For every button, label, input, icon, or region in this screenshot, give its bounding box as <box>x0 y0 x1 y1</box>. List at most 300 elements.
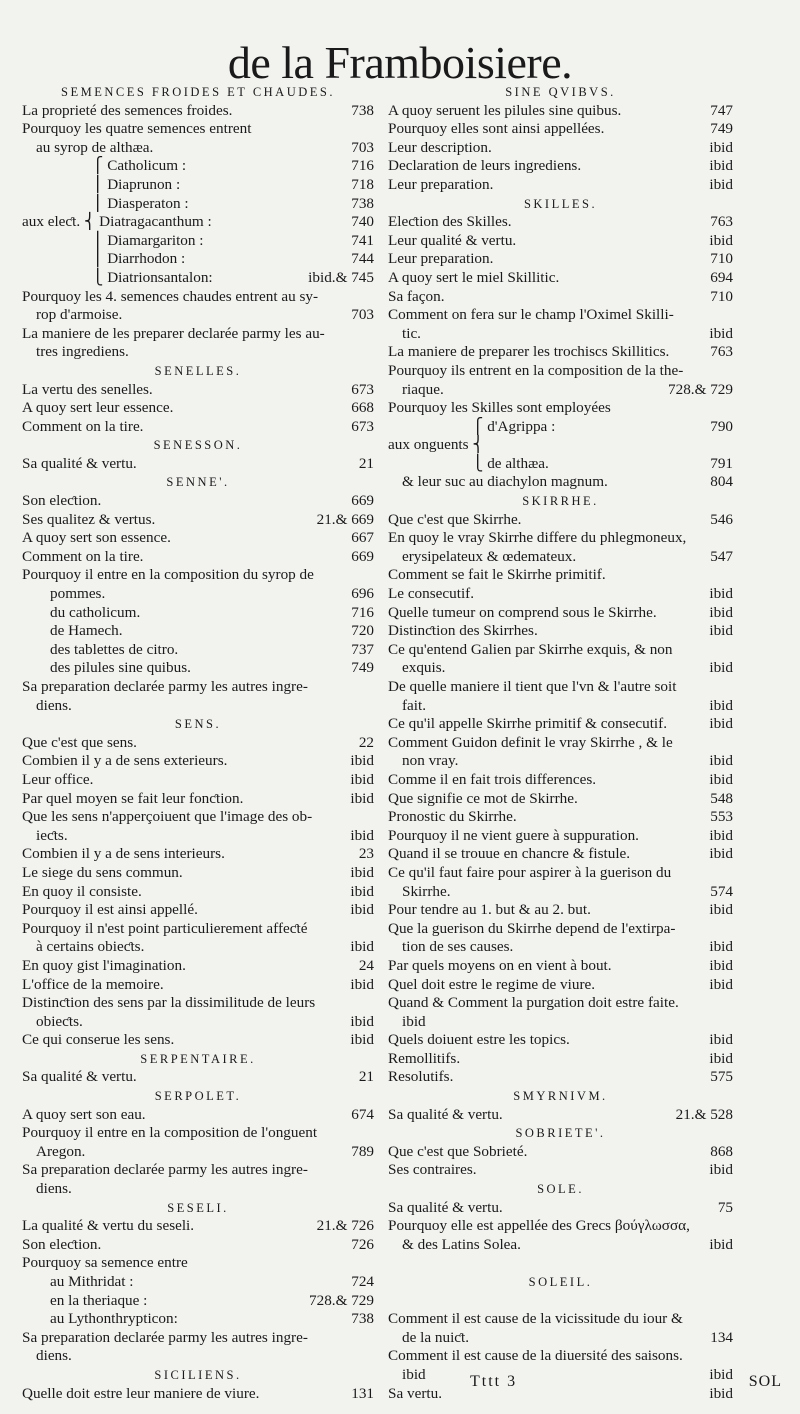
section-heading <box>22 473 374 492</box>
index-entry <box>22 1068 374 1087</box>
index-entry <box>388 808 733 827</box>
entry-text: Sa preparation declarée parmy les autres ingre- <box>22 1328 308 1346</box>
index-entry <box>388 511 733 530</box>
entry-text: ibid <box>402 1365 426 1383</box>
entry-text: tion de ses causes. <box>402 938 514 956</box>
entry-text: A quoy sert son eau. <box>22 1105 146 1123</box>
index-entry <box>22 864 374 883</box>
page-ref: 22 <box>358 733 374 751</box>
page-ref: 669 <box>351 492 374 510</box>
index-entry <box>388 622 733 641</box>
page-ref: 574 <box>710 882 733 900</box>
page-ref: ibid <box>350 1012 374 1030</box>
page-ref: ibid <box>709 622 733 640</box>
index-entry <box>22 1273 374 1292</box>
page-ref: 673 <box>351 380 374 398</box>
running-title: de la Framboisiere. <box>227 37 573 88</box>
page-ref: ibid <box>709 324 733 342</box>
entry-text: non vray. <box>402 752 459 770</box>
index-entry <box>22 548 374 567</box>
index-entry <box>22 938 374 957</box>
entry-text: Quels doiuent estre les topics. <box>388 1031 570 1049</box>
entry-text: Quelle tumeur on comprend sous le Skirrhe. <box>388 603 657 621</box>
page-ref: 75 <box>717 1198 733 1216</box>
page-ref: 703 <box>351 138 374 156</box>
page-ref: 738 <box>351 101 374 119</box>
index-entry <box>388 473 733 492</box>
entry-text: SKILLES. <box>523 196 598 211</box>
entry-text: SESELI. <box>167 1200 229 1215</box>
index-entry <box>388 455 733 474</box>
section-heading <box>22 362 374 381</box>
index-entry <box>22 120 374 139</box>
entry-text: La vertu des senelles. <box>22 380 153 398</box>
entry-text: tic. <box>402 324 421 342</box>
entry-text: à certains obieƈts. <box>36 938 145 956</box>
page-ref: ibid <box>350 975 374 993</box>
index-entry <box>22 381 374 400</box>
index-entry <box>22 734 374 753</box>
page-ref: ibid.& 745 <box>308 268 374 286</box>
entry-text: Comment il est cause de la diuersité des saisons. <box>388 1347 683 1365</box>
entry-text: Pourquoy les quatre semences entrent <box>22 120 252 138</box>
page-ref: 749 <box>710 120 733 138</box>
entry-text: de Hamech. <box>50 622 123 640</box>
entry-text: exquis. <box>402 659 446 677</box>
index-entry <box>22 1254 374 1273</box>
catchword: SOL <box>748 1373 782 1390</box>
page-ref: ibid <box>709 826 733 844</box>
index-entry <box>22 492 374 511</box>
page-ref: ibid <box>709 770 733 788</box>
index-entry <box>388 325 733 344</box>
page-ref: 789 <box>351 1142 374 1160</box>
page-ref: ibid <box>350 863 374 881</box>
index-entry <box>388 1199 733 1218</box>
page-ref: 741 <box>351 231 374 249</box>
index-entry <box>22 1347 374 1366</box>
index-entry <box>22 232 374 251</box>
index-entry <box>22 994 374 1013</box>
page-ref: ibid <box>709 956 733 974</box>
entry-text: Sa preparation declarée parmy les autres ingre- <box>22 1161 308 1179</box>
page-ref: 21.& 726 <box>316 1217 374 1235</box>
page-ref: ibid <box>709 845 733 863</box>
index-entry <box>388 659 733 678</box>
section-heading <box>388 195 733 214</box>
entry-text: & leur suc au diachylon magnum. <box>402 473 608 491</box>
entry-text: Son eleƈtion. <box>22 492 102 510</box>
entry-text: Skirrhe. <box>402 882 451 900</box>
section-heading <box>22 1087 374 1106</box>
entry-text: Sa qualité & vertu. <box>388 1198 503 1216</box>
section-heading <box>388 1087 733 1106</box>
index-entry <box>388 157 733 176</box>
index-entry <box>22 102 374 121</box>
entry-text: du catholicum. <box>50 603 141 621</box>
index-entry <box>388 827 733 846</box>
page-ref: ibid <box>350 882 374 900</box>
entry-text: Que c'est que Sobrieté. <box>388 1142 528 1160</box>
page-ref: ibid <box>709 659 733 677</box>
entry-text: Combien il y a de sens exterieurs. <box>22 752 228 770</box>
index-entry <box>388 771 733 790</box>
index-entry <box>388 418 733 437</box>
page-ref: ibid <box>350 770 374 788</box>
page-ref: 131 <box>351 1384 374 1402</box>
entry-text: Le consecutif. <box>388 585 475 603</box>
entry-text: Que c'est que Skirrhe. <box>388 510 522 528</box>
page-ref: 23 <box>358 845 374 863</box>
entry-text: Pourquoy elle est appellée des Grecs βούγλωσσα, <box>388 1217 690 1235</box>
entry-text: La maniere de preparer les trochiscs Skillitics. <box>388 343 670 361</box>
page-ref: 575 <box>710 1068 733 1086</box>
page-ref: 547 <box>710 547 733 565</box>
index-entry <box>22 678 374 697</box>
entry-text: ⎩ de althæa. <box>472 454 549 472</box>
index-entry <box>388 920 733 939</box>
entry-text: ⎩ Diatrionsantalon: <box>92 268 213 286</box>
page-ref: ibid <box>350 938 374 956</box>
page-ref: 738 <box>351 194 374 212</box>
page-ref: 728.& 729 <box>668 380 733 398</box>
entry-text: Ce qui conserue les sens. <box>22 1031 175 1049</box>
entry-text: ⎪ Diaprunon : <box>92 175 181 193</box>
section-heading <box>388 1124 733 1143</box>
section-heading <box>22 1199 374 1218</box>
entry-text: Sa vertu. <box>388 1384 442 1402</box>
entry-text: SOLEIL. <box>528 1275 593 1289</box>
entry-text: Leur description. <box>388 138 492 156</box>
page-ref: 696 <box>351 585 374 603</box>
section-heading <box>22 1366 374 1385</box>
entry-text: Sa qualité & vertu. <box>22 1068 137 1086</box>
index-entry <box>388 845 733 864</box>
entry-text: au syrop de althæa. <box>36 138 154 156</box>
index-entry <box>388 269 733 288</box>
index-entry <box>22 1217 374 1236</box>
entry-text: & des Latins Solea. <box>402 1235 521 1253</box>
page-ref: 738 <box>351 1310 374 1328</box>
entry-text: Sa qualité & vertu. <box>22 454 137 472</box>
entry-text: ⎪ Diasperaton : <box>92 194 189 212</box>
section-heading <box>388 1273 733 1292</box>
index-entry <box>22 901 374 920</box>
entry-text: Quand il se trouue en chancre & fistule. <box>388 845 631 863</box>
signature-mark: Tttt 3 <box>470 1373 518 1390</box>
section-heading <box>22 436 374 455</box>
entry-text: SINE QVIBVS. <box>505 85 616 99</box>
index-entry <box>388 343 733 362</box>
page-ref: 667 <box>351 529 374 547</box>
entry-text: ⎪ Diarrhodon : <box>92 250 186 268</box>
entry-text: des tablettes de citro. <box>50 640 179 658</box>
index-entry <box>388 1106 733 1125</box>
index-entry <box>22 213 374 232</box>
page-ref: 694 <box>710 268 733 286</box>
index-entry <box>388 1329 733 1348</box>
index-entry <box>388 102 733 121</box>
index-entry <box>22 1106 374 1125</box>
entry-text: diens. <box>36 1347 72 1365</box>
entry-text: En quoy le vray Skirrhe differe du phlegmoneux, <box>388 529 687 547</box>
index-entry <box>22 1143 374 1162</box>
entry-text: SENNE'. <box>166 475 230 490</box>
index-entry <box>22 957 374 976</box>
entry-text: Leur preparation. <box>388 175 494 193</box>
page-ref: 868 <box>710 1142 733 1160</box>
entry-text: La proprieté des semences froides. <box>22 101 233 119</box>
index-entry <box>22 1031 374 1050</box>
index-entry <box>22 1236 374 1255</box>
index-entry <box>388 585 733 604</box>
entry-text: ibid <box>402 1012 426 1030</box>
index-entry <box>22 827 374 846</box>
index-entry <box>22 1161 374 1180</box>
entry-text: Comment Guidon definit le vray Skirrhe , & le <box>388 733 673 751</box>
entry-text: fait. <box>402 696 427 714</box>
page-ref: ibid <box>709 138 733 156</box>
entry-text: Pourquoy sa semence entre <box>22 1254 188 1272</box>
index-entry <box>388 678 733 697</box>
entry-text: Combien il y a de sens interieurs. <box>22 845 225 863</box>
index-entry <box>388 752 733 771</box>
entry-text: De quelle maniere il tient que l'vn & l'autre soit <box>388 678 677 695</box>
page-ref: ibid <box>709 231 733 249</box>
entry-text: Ses contraires. <box>388 1161 477 1179</box>
entry-text: SOLE. <box>537 1182 584 1197</box>
entry-text: aux onguents ⎨ <box>388 436 484 454</box>
entry-text: ⎪ Diamargariton : <box>92 231 204 249</box>
entry-text: Sa qualité & vertu. <box>388 1105 503 1123</box>
entry-text: Comment on la tire. <box>22 547 144 565</box>
entry-text: Par quels moyens on en vient à bout. <box>388 956 612 974</box>
index-entry <box>22 418 374 437</box>
entry-text: Que c'est que sens. <box>22 733 137 751</box>
page-ref: ibid <box>350 826 374 844</box>
index-entry <box>22 920 374 939</box>
index-entry <box>388 994 733 1013</box>
index-entry <box>22 845 374 864</box>
entry-text: obieƈts. <box>36 1012 83 1030</box>
section-heading <box>22 715 374 734</box>
index-entry <box>22 697 374 716</box>
entry-text: Pourquoy il ne vient guere à suppuration. <box>388 826 639 844</box>
entry-text: Le siege du sens commun. <box>22 863 183 881</box>
index-entry <box>22 566 374 585</box>
section-heading <box>388 83 733 102</box>
entry-text: ⎧ Catholicum : <box>92 157 187 175</box>
index-entry <box>388 120 733 139</box>
page-ref: 790 <box>710 417 733 435</box>
page-ref: 720 <box>351 622 374 640</box>
entry-text: Leur qualité & vertu. <box>388 231 517 249</box>
page-ref: 763 <box>710 213 733 231</box>
page-ref: ibid <box>709 1365 733 1383</box>
index-entry <box>22 399 374 418</box>
entry-text: Ses qualitez & vertus. <box>22 510 156 528</box>
index-entry <box>388 381 733 400</box>
page-ref: 716 <box>351 603 374 621</box>
entry-text: SENS. <box>174 717 222 732</box>
index-entry <box>22 659 374 678</box>
index-entry <box>388 901 733 920</box>
index-entry <box>388 883 733 902</box>
entry-text: Pourquoy les 4. semences chaudes entrent au sy- <box>22 287 319 305</box>
entry-text: Comme il en fait trois differences. <box>388 770 597 788</box>
section-heading <box>22 1050 374 1069</box>
entry-text: Par quel moyen se fait leur fonƈtion. <box>22 789 244 807</box>
entry-text: Comment il est cause de la vicissitude du iour & <box>388 1310 683 1328</box>
index-entry <box>22 343 374 362</box>
page-ref: 724 <box>351 1273 374 1290</box>
entry-text: SOBRIETE'. <box>515 1126 606 1141</box>
entry-text: Pourquoy elles sont ainsi appellées. <box>388 120 605 138</box>
page-ref: ibid <box>709 1161 733 1179</box>
index-entry <box>22 790 374 809</box>
entry-text: Pourquoy les Skilles sont employées <box>388 399 611 417</box>
index-entry <box>388 1161 733 1180</box>
entry-text: Pourquoy il est ainsi appellé. <box>22 901 198 919</box>
index-entry <box>22 585 374 604</box>
page-ref: ibid <box>709 175 733 193</box>
index-entry <box>22 250 374 269</box>
section-heading <box>388 492 733 511</box>
page-ref: 674 <box>351 1105 374 1123</box>
index-entry <box>388 566 733 585</box>
index-entry <box>22 752 374 771</box>
index-entry <box>22 883 374 902</box>
entry-text: Que signifie ce mot de Skirrhe. <box>388 789 578 807</box>
entry-text: riaque. <box>402 380 444 398</box>
page-ref: ibid <box>709 715 733 733</box>
index-entry <box>388 938 733 957</box>
entry-text: au Lythonthrypticon: <box>50 1310 178 1328</box>
page-ref: ibid <box>709 1049 733 1067</box>
index-entry <box>388 864 733 883</box>
page-ref: 548 <box>710 789 733 807</box>
page-ref: 668 <box>351 399 374 417</box>
entry-text: Ce qu'il appelle Skirrhe primitif & consecutif. <box>388 715 667 733</box>
entry-text: de la nuiƈt. <box>402 1328 470 1346</box>
index-entry <box>22 1385 374 1404</box>
page-ref: 749 <box>351 659 374 677</box>
page-ref: ibid <box>709 975 733 993</box>
index-entry <box>388 734 733 753</box>
index-entry <box>388 715 733 734</box>
index-entry <box>22 1180 374 1199</box>
page-ref: ibid <box>709 1235 733 1253</box>
index-entry <box>22 808 374 827</box>
page-ref: 791 <box>710 454 733 472</box>
entry-text: Que la guerison du Skirrhe depend de l'extirpa- <box>388 919 676 937</box>
page-ref: 718 <box>351 175 374 193</box>
entry-text: erysipelateux & œdemateux. <box>402 547 577 565</box>
page-ref: 728.& 729 <box>309 1291 374 1309</box>
page-ref: 747 <box>710 101 733 119</box>
index-entry <box>388 399 733 418</box>
entry-text: A quoy sert son essence. <box>22 529 171 547</box>
index-entry <box>22 139 374 158</box>
entry-text: SENESSON. <box>153 438 243 453</box>
index-entry <box>388 436 733 455</box>
entry-text: Leur preparation. <box>388 250 494 268</box>
entry-text: Distinƈtion des Skirrhes. <box>388 622 538 640</box>
page-ref: ibid <box>709 901 733 919</box>
index-entry <box>22 976 374 995</box>
entry-text: Sa preparation declarée parmy les autres ingre- <box>22 678 308 695</box>
index-entry <box>22 1013 374 1032</box>
index-entry <box>22 325 374 344</box>
page-ref: 703 <box>351 306 374 324</box>
entry-text: des pilules sine quibus. <box>50 659 191 677</box>
page-ref: 24 <box>358 956 374 974</box>
index-entry <box>388 1217 733 1236</box>
page-ref: 21 <box>358 454 374 472</box>
index-entry <box>388 213 733 232</box>
index-entry <box>22 157 374 176</box>
page-ref: 21.& 528 <box>675 1105 733 1123</box>
entry-text: Pronostic du Skirrhe. <box>388 808 517 826</box>
page-ref: ibid <box>350 752 374 770</box>
entry-text: Pourquoy il entre en la composition de l'onguent <box>22 1124 318 1142</box>
index-entry <box>388 176 733 195</box>
entry-text: Comment se fait le Skirrhe primitif. <box>388 566 606 584</box>
entry-text: Que les sens n'apperçoiuent que l'image des ob- <box>22 808 313 826</box>
index-entry <box>22 195 374 214</box>
page-ref: 716 <box>351 157 374 175</box>
entry-text: au Mithridat : <box>50 1273 134 1290</box>
index-entry <box>388 1013 733 1032</box>
index-entry <box>388 548 733 567</box>
page-ref: 726 <box>351 1235 374 1253</box>
page-ref: 553 <box>710 808 733 826</box>
index-entry <box>22 176 374 195</box>
entry-text: A quoy seruent les pilules sine quibus. <box>388 101 622 119</box>
right-column <box>388 83 733 1403</box>
index-entry <box>22 306 374 325</box>
entry-text: tres ingrediens. <box>36 343 129 361</box>
index-entry <box>388 957 733 976</box>
page-ref: ibid <box>709 603 733 621</box>
entry-text: Ce qu'entend Galien par Skirrhe exquis, & non <box>388 640 673 658</box>
index-entry <box>388 529 733 548</box>
page-ref: ibid <box>709 1031 733 1049</box>
entry-text: Distinƈtion des sens par la dissimilitude de leurs <box>22 994 316 1012</box>
entry-text: L'office de la memoire. <box>22 975 164 993</box>
page-ref: 804 <box>710 473 733 491</box>
page-ref: 21.& 669 <box>316 510 374 528</box>
index-entry <box>22 1292 374 1311</box>
spacer <box>388 1254 733 1273</box>
index-entry <box>388 641 733 660</box>
section-heading <box>388 1180 733 1199</box>
entry-text: Comment on la tire. <box>22 417 144 435</box>
index-entry <box>388 232 733 251</box>
entry-text: SENELLES. <box>154 363 242 378</box>
index-entry <box>388 604 733 623</box>
index-entry <box>388 697 733 716</box>
index-entry <box>22 511 374 530</box>
entry-text: Ce qu'il faut faire pour aspirer à la guerison du <box>388 863 672 881</box>
entry-text: ⎧ d'Agrippa : <box>472 417 556 435</box>
entry-text: Quelle doit estre leur maniere de viure. <box>22 1384 260 1402</box>
spacer <box>388 1292 733 1311</box>
entry-text: A quoy sert le miel Skillitic. <box>388 268 560 286</box>
index-entry <box>22 455 374 474</box>
page-ref: ibid <box>709 1384 733 1402</box>
page-ref: 740 <box>351 213 374 231</box>
